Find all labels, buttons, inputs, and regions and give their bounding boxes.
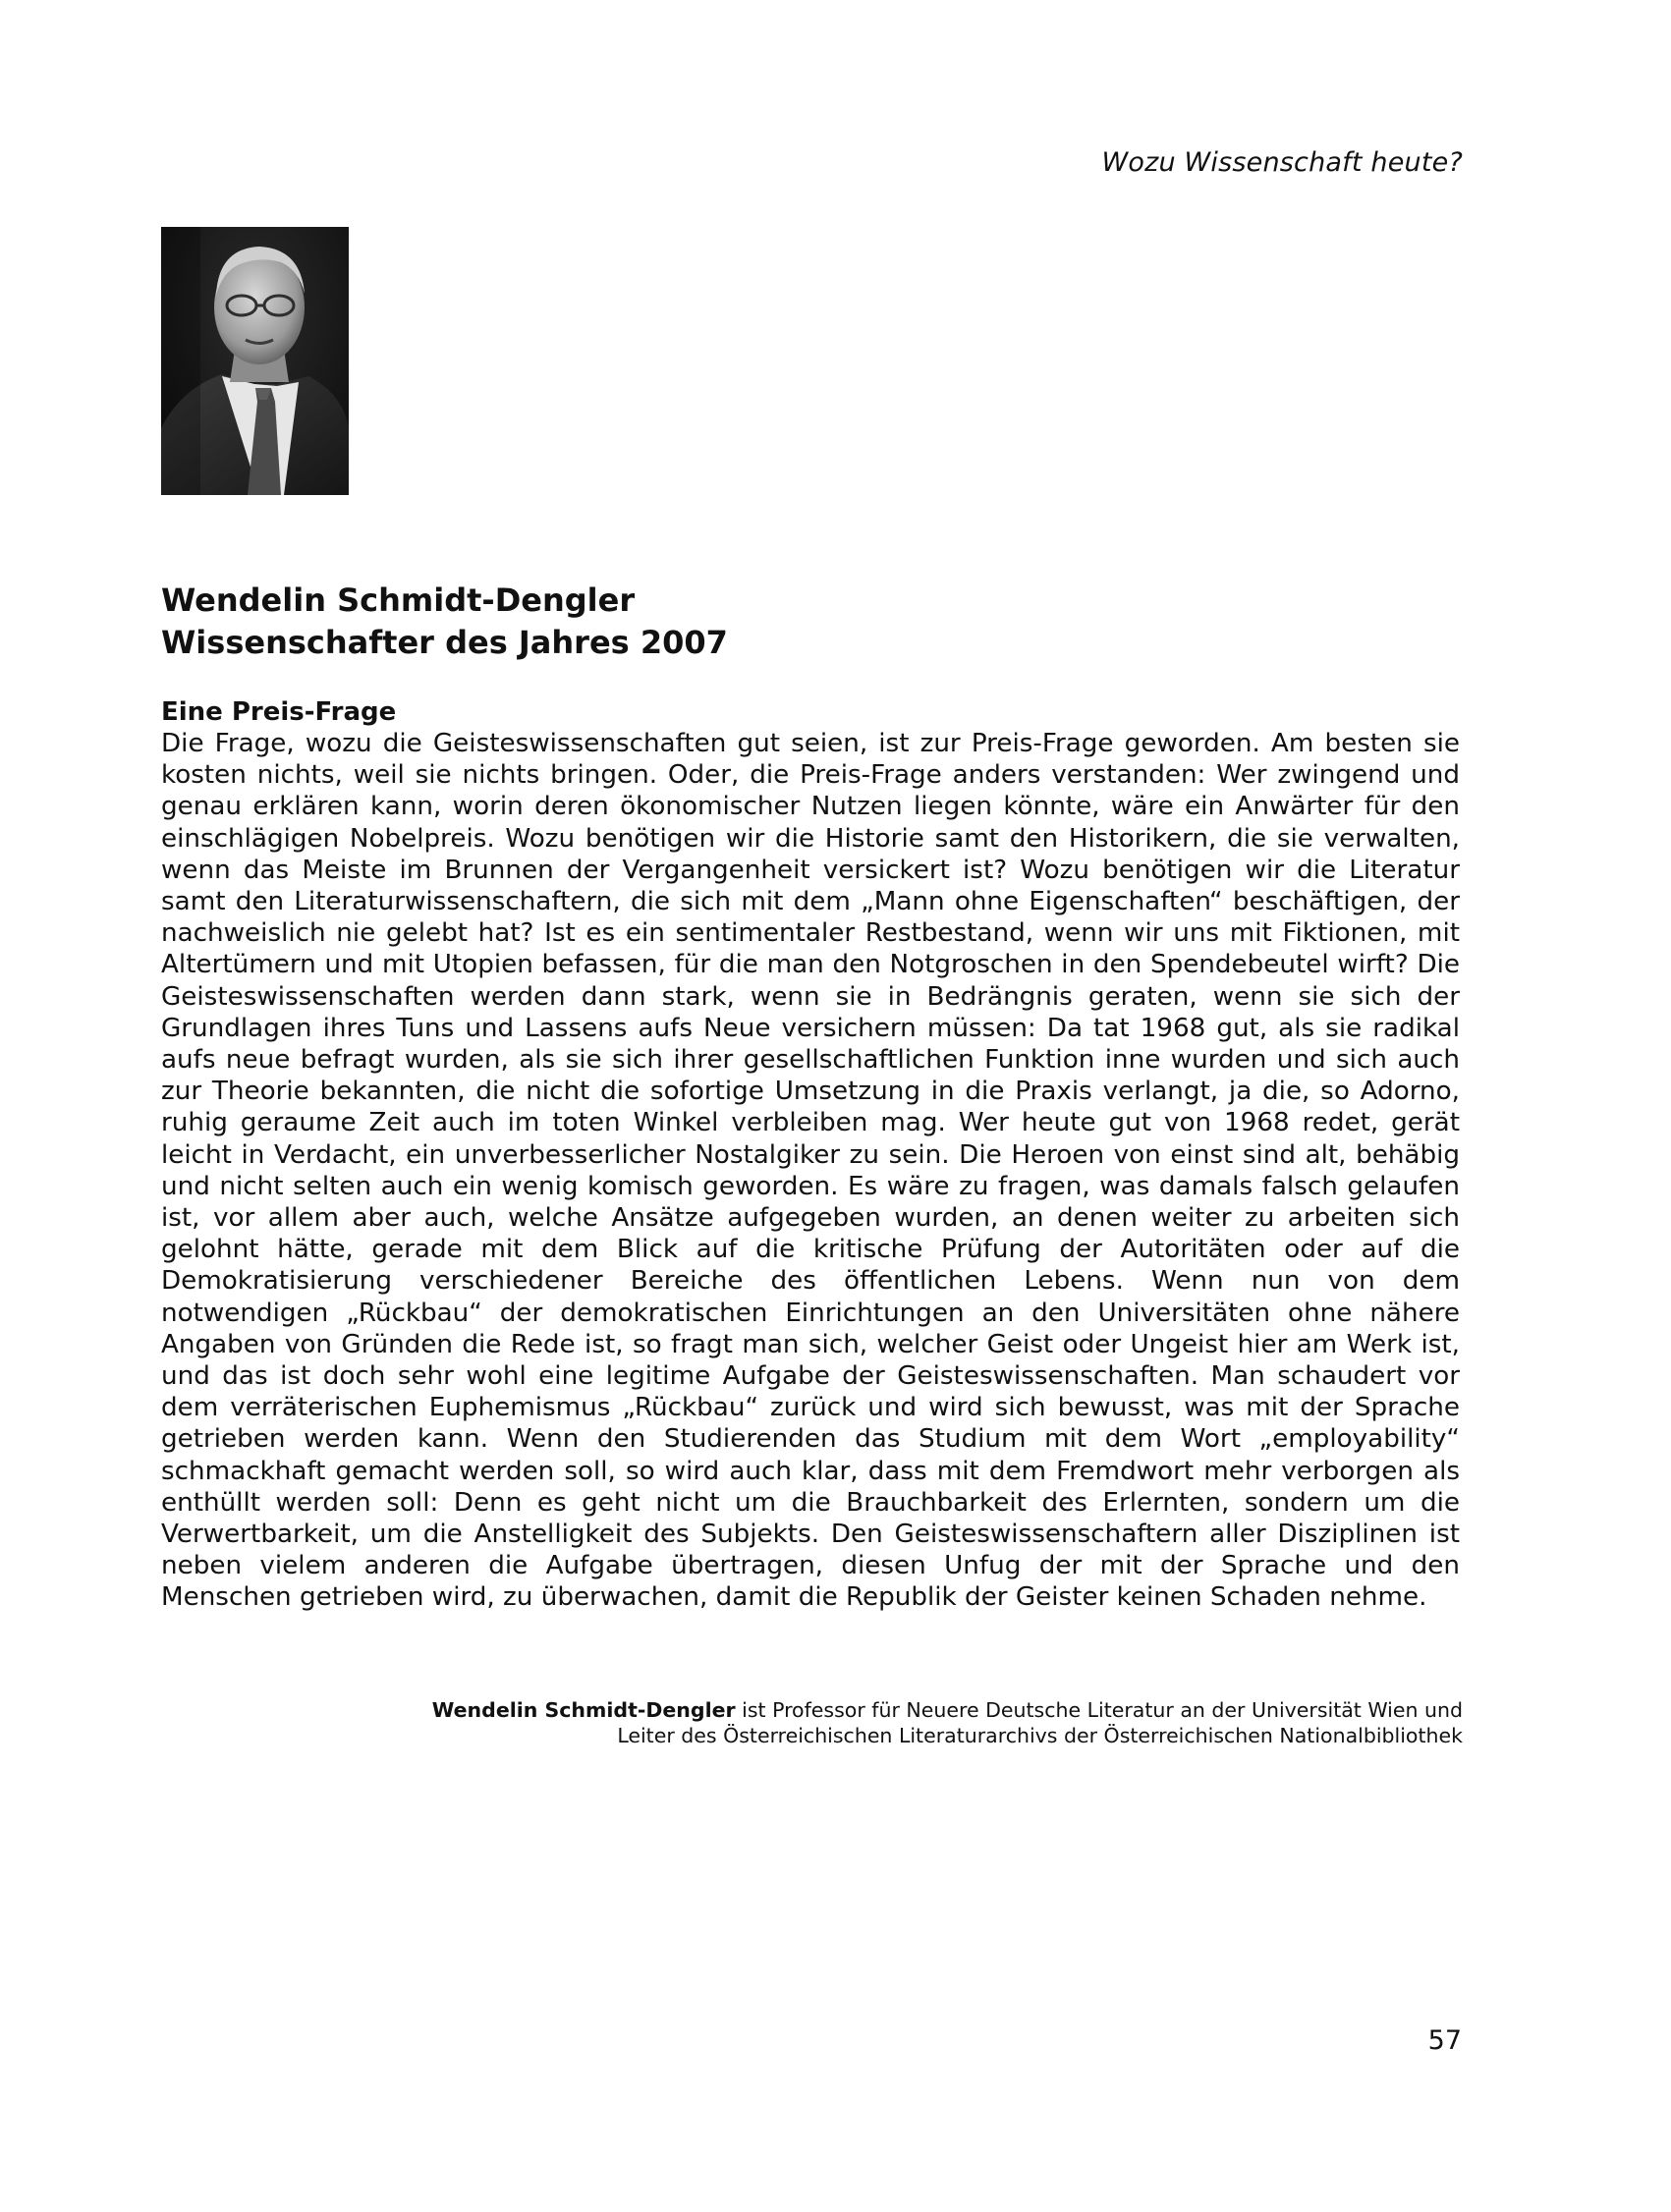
portrait-photo — [161, 227, 349, 495]
section-heading: Eine Preis-Frage — [161, 697, 397, 727]
bio-text-2: Leiter des Österreichischen Literaturarchivs der Österreichischen Nationalbibliothek — [617, 1724, 1463, 1747]
author-bio — [186, 1697, 1463, 1748]
article-title — [161, 580, 728, 664]
page-number: 57 — [1427, 2025, 1462, 2056]
bio-text-1: ist Professor für Neuere Deutsche Literatur an der Universität Wien und — [735, 1698, 1463, 1722]
article-body: Die Frage, wozu die Geisteswissenschaften gut seien, ist zur Preis-Frage geworden. Am besten sie kosten nichts, weil sie nichts bringen. Oder, die Preis-Frage anders verstanden: Wer zwingend und genau erklären kann, worin deren ökonomischer Nutzen liegen könnte, wäre ein Anwärter für den einschlägigen Nobelpreis. Wozu benötigen wir die Historie samt den Historikern, die sie verwalten, wenn das Meiste im Brunnen der Vergangenheit versickert ist? Wozu benötigen wir die Literatur samt den Literaturwissenschaftern, die sich mit dem „Mann ohne Eigenschaften“ beschäftigen, der nachweislich nie gelebt hat? Ist es ein sentimentaler Restbestand, wenn wir uns mit Fiktionen, mit Altertümern und mit Utopien befassen, für die man den Notgroschen in den Spendebeutel wirft? Die Geisteswissenschaften werden dann stark, wenn sie in Bedrängnis geraten, wenn sie sich der Grundlagen ihres Tuns und Lassens aufs Neue versichern müssen: Da tat 1968 gut, als sie radikal aufs neue befragt wurden, als sie sich ihrer gesellschaftlichen Funktion inne wurden und sich auch zur Theorie bekannten, die nicht die sofortige Umsetzung in die Praxis verlangt, ja die, so Adorno, ruhig geraume Zeit auch im toten Winkel verbleiben mag. Wer heute gut von 1968 redet, gerät leicht in Verdacht, ein unverbesserlicher Nostalgiker zu sein. Die Heroen von einst sind alt, behäbig und nicht selten auch ein wenig komisch geworden. Es wäre zu fragen, was damals falsch gelaufen ist, vor allem aber auch, welche Ansätze aufgegeben wurden, an denen weiter zu arbeiten sich gelohnt hätte, gerade mit dem Blick auf die kritische Prüfung der Autoritäten oder auf die Demokratisierung verschiedener Bereiche des öffentlichen Lebens. Wenn nun von dem notwendigen „Rückbau“ der demokratischen Einrichtungen an den Universitäten ohne nähere Angaben von Gründen die Rede ist, so fragt man sich, welcher Geist oder Ungeist hier am Werk ist, und das ist doch sehr wohl eine legitime Aufgabe der Geisteswissenschaften. Man schaudert vor dem verräterischen Euphemismus „Rückbau“ zurück und wird sich bewusst, was mit der Sprache getrieben werden kann. Wenn den Studierenden das Studium mit dem Wort „employability“ schmackhaft gemacht werden soll, so wird auch klar, dass mit dem Fremdwort mehr verborgen als enthüllt werden soll: Denn es geht nicht um die Brauchbarkeit des Erlernten, sondern um die Verwertbarkeit, um die Anstelligkeit des Subjekts. Den Geisteswissenschaftern aller Disziplinen ist neben vielem anderen die Aufgabe übertragen, diesen Unfug der mit der Sprache und den Menschen getrieben wird, zu überwachen, damit die Republik der Geister keinen Schaden nehme. — [161, 729, 1460, 1613]
title-author-name: Wendelin Schmidt-Dengler — [161, 581, 636, 619]
running-header: Wozu Wissenschaft heute? — [1101, 147, 1463, 178]
bio-line-1 — [186, 1697, 1463, 1723]
bio-name: Wendelin Schmidt-Dengler — [431, 1698, 736, 1722]
portrait-illustration-icon — [161, 227, 349, 495]
article-section — [161, 696, 1460, 1614]
title-award: Wissenschafter des Jahres 2007 — [161, 624, 728, 661]
